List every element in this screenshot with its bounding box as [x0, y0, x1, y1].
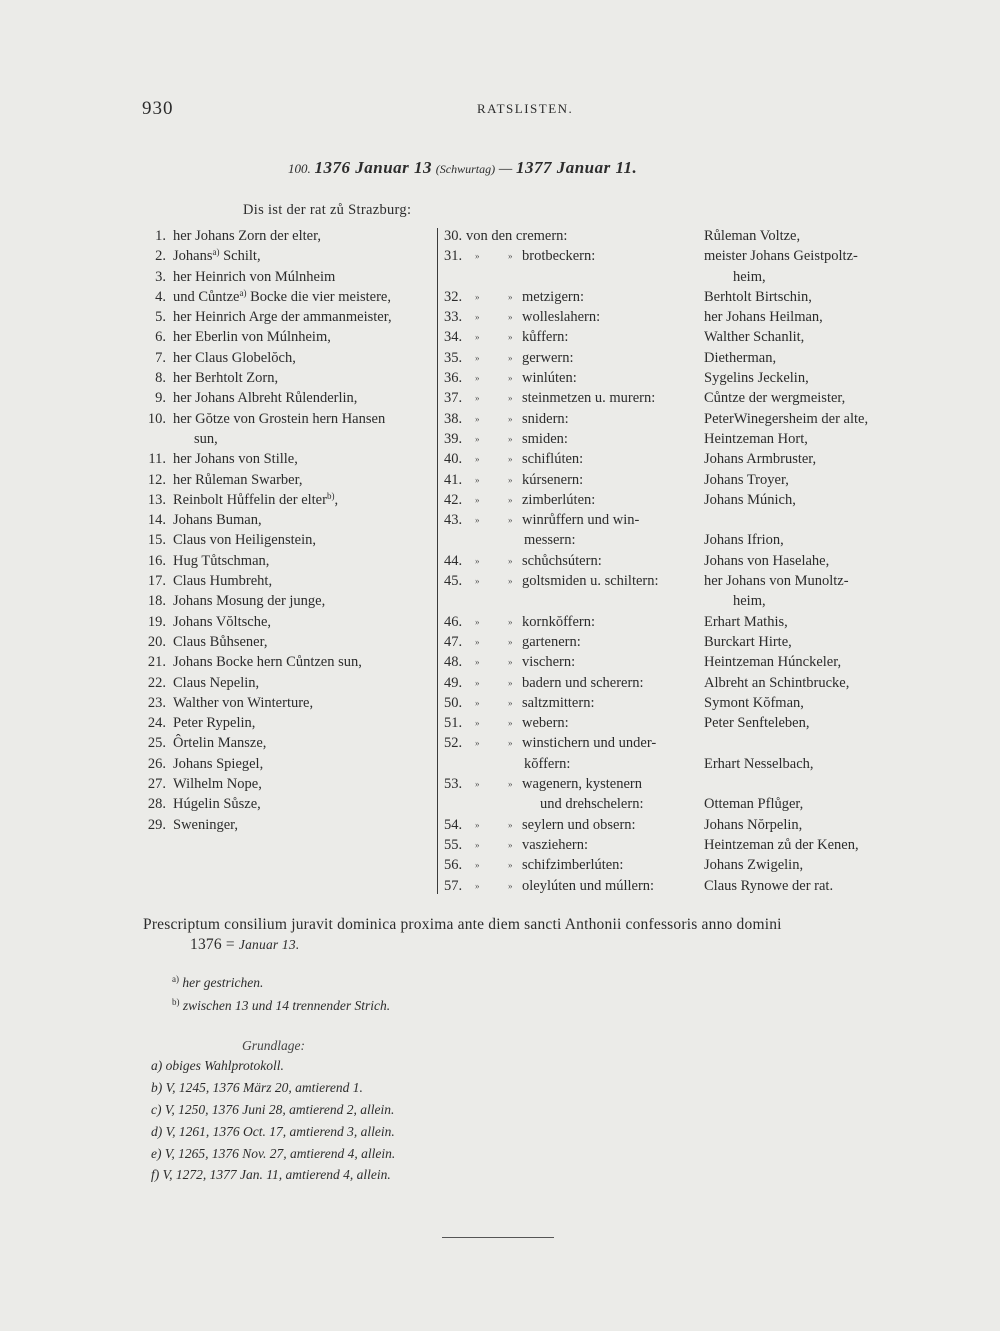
council-member [173, 388, 357, 408]
guild-name: wolleslahern: [522, 309, 601, 326]
guild-name-continued: kŏffern: [524, 755, 571, 772]
guild-number: 54. [444, 816, 463, 833]
council-number: 7. [155, 349, 166, 366]
basis-text: V, 1245, 1376 März 20, amtierend 1. [165, 1080, 363, 1095]
paragraph-line-1: Prescriptum consilium juravit dominica proxima ante diem sancti Anthonii confessoris anno domini [143, 916, 782, 933]
basis-item [151, 1102, 394, 1118]
guild-representative: Johans Nŏrpelin, [704, 816, 803, 833]
basis-mark: f) [151, 1167, 160, 1182]
member-name: Claus Nepelin, [173, 674, 260, 691]
council-member [173, 510, 262, 530]
ditto-mark: » [475, 413, 480, 424]
member-name: Sweninger, [173, 816, 239, 833]
ditto-mark: » [508, 738, 513, 749]
council-member [194, 429, 218, 449]
ditto-mark: » [475, 677, 480, 688]
heading-to-date: 1377 Januar 11. [515, 158, 638, 177]
ditto-mark: » [508, 576, 513, 587]
guild-number: 38. [444, 410, 463, 427]
council-member [173, 287, 391, 307]
member-name: Wilhelm Nope, [173, 776, 262, 793]
paragraph-line-2 [143, 935, 903, 955]
ditto-mark: » [475, 657, 480, 668]
guild-name: gerwern: [522, 349, 574, 366]
council-member [173, 449, 298, 469]
ditto-mark: » [508, 332, 513, 343]
ditto-mark: » [508, 291, 513, 302]
ditto-mark: » [508, 718, 513, 729]
council-member [173, 591, 325, 611]
member-name: Claus von Heiligenstein, [173, 532, 316, 549]
guild-number: 56. [444, 857, 463, 874]
guild-representative: Peter Senfteleben, [704, 715, 810, 732]
guild-name: brotbeckern: [522, 248, 596, 265]
guild-name: wagenern, kystenern [522, 776, 642, 793]
member-name: Johans [173, 248, 213, 265]
guild-number: 44. [444, 552, 463, 569]
ditto-mark: » [508, 454, 513, 465]
council-number: 8. [155, 370, 166, 387]
council-member [173, 815, 238, 835]
guild-number: 42. [444, 491, 463, 508]
guild-number: 33. [444, 309, 463, 326]
council-number: 26. [147, 755, 166, 772]
ditto-mark: » [508, 880, 513, 891]
council-number: 25. [147, 735, 166, 752]
member-name: her Gŏtze von Grostein hern Hansen [173, 410, 386, 427]
council-number: 1. [155, 228, 166, 244]
member-name: Claus Humbreht, [173, 573, 273, 590]
footnote-a [172, 975, 263, 991]
basis-mark: c) [151, 1102, 162, 1117]
council-member [173, 612, 271, 632]
footnote-mark: b) [172, 997, 180, 1007]
council-member [173, 226, 321, 246]
guild-number: 34. [444, 329, 463, 346]
guild-name: schifzimberlúten: [522, 857, 624, 874]
council-member [173, 348, 296, 368]
ditto-mark: » [475, 697, 480, 708]
guild-representative: Sygelins Jeckelin, [704, 370, 809, 387]
guild-representative: Johans Armbruster, [704, 451, 817, 468]
council-member [173, 652, 362, 672]
council-member [173, 551, 269, 571]
ditto-mark: » [475, 312, 480, 323]
ditto-mark: » [475, 779, 480, 790]
basis-item [151, 1058, 284, 1074]
guild-name: oleylúten und múllern: [522, 877, 655, 894]
guild-number: 45. [444, 573, 463, 590]
ditto-mark: » [475, 718, 480, 729]
guild-name: zimberlúten: [522, 491, 596, 508]
member-name: Johans Spiegel, [173, 755, 264, 772]
member-name-rest: Bocke die vier meistere, [246, 288, 391, 305]
council-member [173, 470, 302, 490]
member-name: Hug Tůtschman, [173, 552, 270, 569]
intro-line: Dis ist der rat zů Strazburg: [243, 202, 412, 218]
council-member [173, 673, 259, 693]
footnote-text: her gestrichen. [182, 975, 264, 990]
ditto-mark: » [508, 555, 513, 566]
basis-item [151, 1167, 391, 1183]
ditto-mark: » [475, 860, 480, 871]
member-name: her Heinrich Arge der ammanmeister, [173, 309, 392, 326]
guild-representative: Claus Rynowe der rat. [704, 877, 834, 894]
bottom-rule [442, 1237, 554, 1238]
ditto-mark: » [508, 515, 513, 526]
council-member [173, 246, 261, 266]
ditto-mark: » [508, 373, 513, 384]
paragraph-date: Januar 13. [238, 937, 300, 952]
ditto-mark: » [508, 697, 513, 708]
council-number: 22. [147, 674, 166, 691]
guild-number: 55. [444, 836, 463, 853]
basis-text: V, 1261, 1376 Oct. 17, amtierend 3, allein. [165, 1124, 395, 1139]
member-name: her Eberlin von Múlnheim, [173, 329, 331, 346]
guild-representative: Albreht an Schintbrucke, [704, 674, 850, 691]
council-number: 4. [155, 288, 166, 305]
council-member [173, 530, 316, 550]
ditto-mark: » [508, 657, 513, 668]
member-name: sun, [194, 430, 218, 447]
basis-mark: a) [151, 1058, 163, 1073]
council-member [173, 733, 266, 753]
ditto-mark: » [508, 393, 513, 404]
basis-mark: b) [151, 1080, 163, 1095]
council-number: 27. [147, 776, 166, 793]
guild-representative [704, 733, 868, 753]
ditto-mark: » [475, 373, 480, 384]
heading-from-date: 1376 Januar 13 [314, 158, 433, 177]
ditto-mark: » [475, 515, 480, 526]
member-name: her Berhtolt Zorn, [173, 370, 279, 387]
guild-name: smiden: [522, 430, 568, 447]
council-member [173, 754, 263, 774]
ditto-mark: » [475, 576, 480, 587]
member-name: her Růleman Swarber, [173, 471, 303, 488]
guild-representative: Heintzeman Húnckeler, [704, 654, 842, 671]
page-number: 930 [142, 98, 174, 119]
guild-representative: her Johans Heilman, [704, 309, 823, 326]
member-name: Húgelin Sůsze, [173, 796, 261, 813]
council-member [173, 409, 385, 429]
council-number: 12. [147, 471, 166, 488]
ditto-mark: » [475, 819, 480, 830]
guild-representative: Walther Schanlit, [704, 329, 805, 346]
council-number: 3. [155, 268, 166, 285]
guild-name: snidern: [522, 410, 569, 427]
guild-number: 30. [444, 228, 463, 244]
basis-text: V, 1272, 1377 Jan. 11, amtierend 4, allein. [162, 1167, 391, 1182]
council-number: 2. [155, 248, 166, 265]
ditto-mark: » [475, 738, 480, 749]
guild-name: von den cremern: [466, 228, 568, 244]
guild-number: 31. [444, 248, 463, 265]
guild-representative: Dietherman, [704, 349, 777, 366]
prescriptum-paragraph [143, 915, 903, 955]
guild-name: saltzmittern: [522, 694, 595, 711]
ditto-mark: » [475, 636, 480, 647]
member-name: her Johans von Stille, [173, 451, 298, 468]
guild-name: badern und scherern: [522, 674, 644, 691]
basis-mark: e) [151, 1146, 162, 1161]
ditto-mark: » [475, 474, 480, 485]
guild-number: 50. [444, 694, 463, 711]
council-member [173, 571, 272, 591]
ditto-mark: » [475, 616, 480, 627]
guild-representative: Berhtolt Birtschin, [704, 288, 812, 305]
basis-item [151, 1146, 395, 1162]
ditto-mark: » [508, 819, 513, 830]
guild-representative: Erhart Nesselbach, [704, 755, 814, 772]
ditto-mark: » [508, 474, 513, 485]
ditto-mark: » [475, 332, 480, 343]
council-number: 28. [147, 796, 166, 813]
guild-number: 49. [444, 674, 463, 691]
footnote-b [172, 998, 390, 1014]
guild-name: vischern: [522, 654, 576, 671]
council-member [173, 632, 267, 652]
guild-representative: heim, [733, 593, 766, 610]
member-name: Johans Buman, [173, 512, 262, 529]
council-number: 16. [147, 552, 166, 569]
member-name: Walther von Winterture, [173, 694, 314, 711]
ditto-mark: » [508, 433, 513, 444]
column-divider [437, 228, 438, 894]
guild-representative: Otteman Pflůger, [704, 796, 804, 813]
guild-name: vasziehern: [522, 836, 589, 853]
council-number: 6. [155, 329, 166, 346]
ditto-mark: » [475, 251, 480, 262]
ditto-mark: » [508, 251, 513, 262]
council-number: 24. [147, 715, 166, 732]
council-number: 11. [148, 451, 166, 468]
footnote-ref: a) [239, 287, 247, 298]
basis-text: V, 1250, 1376 Juni 28, amtierend 2, allein. [164, 1102, 395, 1117]
guild-representative: Heintzeman Hort, [704, 430, 808, 447]
council-number: 17. [147, 573, 166, 590]
council-member [173, 327, 331, 347]
member-name: Reinbolt Hůffelin der elter [173, 491, 327, 508]
member-name-rest: , [334, 491, 339, 508]
ditto-mark: » [508, 860, 513, 871]
guild-representative: meister Johans Geistpoltz- [704, 248, 858, 265]
guild-name: gartenern: [522, 633, 581, 650]
guild-name: metzigern: [522, 288, 585, 305]
member-name: her Johans Zorn der elter, [173, 228, 321, 244]
heading-dash: — [498, 161, 513, 177]
guild-number: 37. [444, 390, 463, 407]
member-name: und Cůntze [173, 288, 240, 305]
guild-representative: Burckart Hirte, [704, 633, 792, 650]
guild-representative [704, 774, 868, 794]
ditto-mark: » [508, 779, 513, 790]
council-number: 9. [155, 390, 166, 407]
guild-number: 46. [444, 613, 463, 630]
document-heading [288, 158, 637, 178]
basis-text: obiges Wahlprotokoll. [165, 1058, 284, 1073]
guild-representative: her Johans von Munoltz- [704, 573, 849, 590]
council-number: 15. [147, 532, 166, 549]
guild-representative: Johans Ifrion, [704, 532, 784, 549]
guild-name: winlúten: [522, 370, 577, 387]
ditto-mark: » [475, 393, 480, 404]
council-number: 19. [147, 613, 166, 630]
guild-number: 32. [444, 288, 463, 305]
ditto-mark: » [508, 352, 513, 363]
guild-number: 52. [444, 735, 463, 752]
guild-number: 40. [444, 451, 463, 468]
basis-mark: d) [151, 1124, 163, 1139]
council-member [173, 490, 338, 510]
guild-representative: Johans Múnich, [704, 491, 796, 508]
ditto-mark: » [508, 494, 513, 505]
basis-item [151, 1080, 363, 1096]
guild-name-continued: messern: [524, 532, 576, 549]
member-name: Claus Bůhsener, [173, 633, 268, 650]
ditto-mark: » [475, 555, 480, 566]
guild-representative: Johans von Haselahe, [704, 552, 830, 569]
guild-number: 39. [444, 430, 463, 447]
basis-text: V, 1265, 1376 Nov. 27, amtierend 4, allein. [164, 1146, 396, 1161]
council-number: 23. [147, 694, 166, 711]
member-name: her Johans Albreht Růlenderlin, [173, 390, 358, 407]
footnote-ref: b) [326, 490, 335, 501]
ditto-mark: » [508, 677, 513, 688]
guild-name: winstichern und under- [522, 735, 657, 752]
basis-item [151, 1124, 395, 1140]
ditto-mark: » [508, 616, 513, 627]
guild-representative: PeterWinegersheim der alte, [704, 410, 869, 427]
footnote-text: zwischen 13 und 14 trennender Strich. [182, 998, 391, 1013]
guild-name: seylern und obsern: [522, 816, 636, 833]
guild-number: 41. [444, 471, 463, 488]
heading-note: (Schwurtag) [435, 162, 496, 176]
ditto-mark: » [508, 312, 513, 323]
guild-name: schůchsútern: [522, 552, 602, 569]
guild-representative: Symont Kŏfman, [704, 694, 804, 711]
council-number: 5. [155, 309, 166, 326]
member-name: Johans Vŏltsche, [173, 613, 272, 630]
guild-number: 35. [444, 349, 463, 366]
member-name: her Heinrich von Múlnheim [173, 268, 336, 285]
guild-number: 48. [444, 654, 463, 671]
guild-number: 36. [444, 370, 463, 387]
guild-name: kůffern: [522, 329, 569, 346]
guild-name: kornkŏffern: [522, 613, 596, 630]
council-number: 29. [147, 816, 166, 833]
guild-representative: Johans Troyer, [704, 471, 789, 488]
council-number: 21. [147, 654, 166, 671]
running-head: RATSLISTEN. [477, 101, 574, 116]
council-number: 14. [147, 512, 166, 529]
council-member [173, 368, 278, 388]
ditto-mark: » [475, 454, 480, 465]
guild-name: kúrsenern: [522, 471, 584, 488]
basis-heading: Grundlage: [242, 1038, 305, 1053]
member-name: Johans Bocke hern Cůntzen sun, [173, 654, 362, 671]
council-number: 18. [147, 593, 166, 610]
ditto-mark: » [508, 839, 513, 850]
ditto-mark: » [475, 291, 480, 302]
council-member [173, 307, 392, 327]
guild-representative: Růleman Voltze, [704, 228, 801, 244]
council-member [173, 267, 335, 287]
guild-number: 53. [444, 776, 463, 793]
guild-number: 51. [444, 715, 463, 732]
ditto-mark: » [475, 494, 480, 505]
guild-representative: Erhart Mathis, [704, 613, 788, 630]
guild-representative: Cůntze der wergmeister, [704, 390, 846, 407]
guild-name-continued: und drehschelern: [540, 796, 644, 813]
guild-name: winrůffern und win- [522, 512, 640, 529]
footnote-mark: a) [172, 974, 179, 984]
paragraph-year: 1376 = [190, 936, 239, 953]
ditto-mark: » [475, 433, 480, 444]
member-name: Johans Mosung der junge, [173, 593, 326, 610]
guild-representative: Johans Zwigelin, [704, 857, 804, 874]
guild-representative: Heintzeman zů der Kenen, [704, 836, 859, 853]
member-name: Peter Rypelin, [173, 715, 256, 732]
council-number: 20. [147, 633, 166, 650]
guild-number: 43. [444, 512, 463, 529]
ditto-mark: » [475, 839, 480, 850]
council-number: 10. [147, 410, 166, 427]
guild-representative [704, 510, 868, 530]
ditto-mark: » [508, 636, 513, 647]
council-member [173, 774, 262, 794]
ditto-mark: » [508, 413, 513, 424]
ditto-mark: » [475, 352, 480, 363]
member-name: her Claus Globelŏch, [173, 349, 296, 366]
guild-name: goltsmiden u. schiltern: [522, 573, 659, 590]
council-number: 13. [147, 491, 166, 508]
guild-number: 57. [444, 877, 463, 894]
guild-representative: heim, [733, 268, 766, 285]
guild-number: 47. [444, 633, 463, 650]
council-member [173, 794, 261, 814]
member-name-rest: Schilt, [219, 248, 261, 265]
guild-name: schiflúten: [522, 451, 584, 468]
council-member [173, 713, 255, 733]
member-name: Ôrtelin Mansze, [173, 735, 267, 752]
footnote-ref: a) [212, 247, 220, 258]
heading-number: 100. [288, 161, 311, 176]
guild-name: webern: [522, 715, 569, 732]
ditto-mark: » [475, 880, 480, 891]
guild-representatives [704, 226, 868, 896]
council-member [173, 693, 313, 713]
guild-name: steinmetzen u. murern: [522, 390, 656, 407]
